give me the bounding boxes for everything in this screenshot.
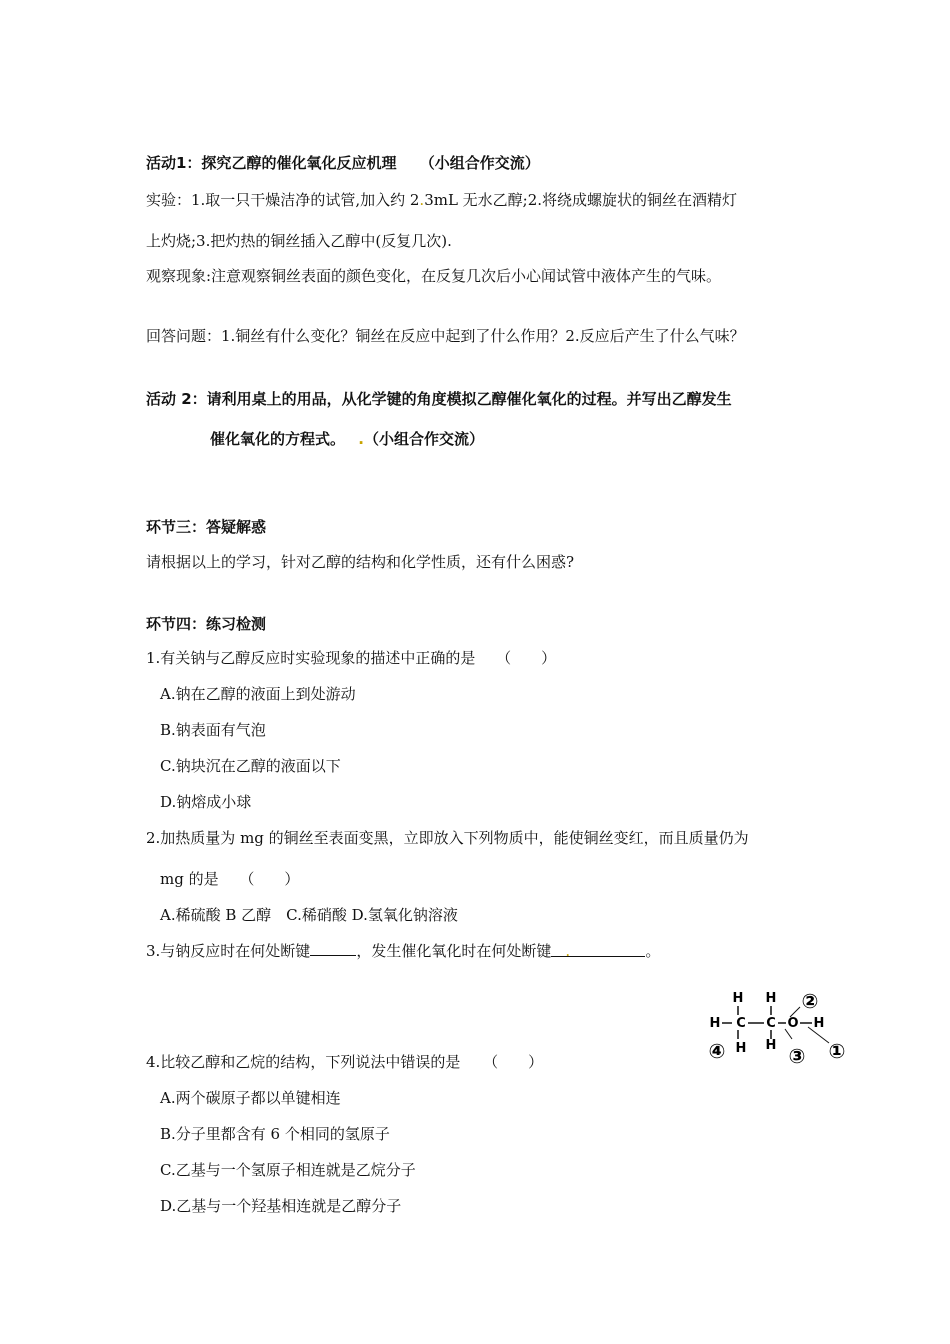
q3-blank-2[interactable] bbox=[551, 942, 645, 960]
q3-blank-1[interactable] bbox=[310, 941, 356, 956]
q2-stem-cont: mg 的是 （ ） bbox=[160, 870, 300, 888]
section3-title: 环节三：答疑解惑 bbox=[146, 518, 267, 536]
q1-option-b: B.钠表面有气泡 bbox=[160, 721, 266, 739]
activity1-questions: 回答问题：1.铜丝有什么变化？铜丝在反应中起到了什么作用？2.反应后产生了什么气味？ bbox=[146, 327, 745, 345]
q4-stem: 4.比较乙醇和乙烷的结构，下列说法中错误的是 （ ） bbox=[146, 1053, 544, 1071]
atom-h: H bbox=[732, 991, 744, 1006]
q2-options: A.稀硫酸 B 乙醇 C.稀硝酸 D.氢氧化钠溶液 bbox=[160, 906, 458, 924]
section3-prompt: 请根据以上的学习，针对乙醇的结构和化学性质，还有什么困惑? bbox=[146, 553, 575, 571]
label-1: ① bbox=[828, 1039, 846, 1063]
label-2: ② bbox=[801, 989, 819, 1013]
ink-dot: . bbox=[419, 191, 425, 209]
q4-option-d: D.乙基与一个羟基相连就是乙醇分子 bbox=[160, 1197, 402, 1215]
q1-option-a: A.钠在乙醇的液面上到处游动 bbox=[160, 685, 356, 703]
q2-stem: 2.加热质量为 mg 的铜丝至表面变黑，立即放入下列物质中，能使铜丝变红，而且质量仍为 bbox=[146, 829, 749, 847]
q1-stem: 1.有关钠与乙醇反应时实验现象的描述中正确的是 （ ） bbox=[146, 649, 557, 667]
section4-title: 环节四：练习检测 bbox=[146, 615, 267, 633]
q2-answer-paren: （ ） bbox=[239, 870, 300, 888]
activity1-experiment-cont: 上灼烧;3.把灼热的铜丝插入乙醇中(反复几次). bbox=[146, 232, 452, 250]
q1-answer-paren: （ ） bbox=[496, 649, 557, 667]
q4-option-a: A.两个碳原子都以单键相连 bbox=[160, 1089, 341, 1107]
q3-line: 3.与钠反应时在何处断键 ，发生催化氧化时在何处断键 . 。 bbox=[146, 942, 661, 960]
activity2-line2: 催化氧化的方程式。 .（小组合作交流） bbox=[210, 430, 484, 448]
q4-answer-paren: （ ） bbox=[483, 1053, 544, 1071]
atom-h: H bbox=[735, 1041, 747, 1056]
ink-dot: . bbox=[358, 430, 364, 448]
activity1-tag: （小组合作交流） bbox=[419, 154, 540, 172]
atom-h: H bbox=[765, 1038, 777, 1053]
atom-h: H bbox=[813, 1016, 825, 1031]
q4-option-c: C.乙基与一个氢原子相连就是乙烷分子 bbox=[160, 1161, 416, 1179]
q4-option-b: B.分子里都含有 6 个相同的氢原子 bbox=[160, 1125, 390, 1143]
ethanol-structure-diagram bbox=[705, 985, 855, 1075]
activity1-experiment: 实验：1.取一只干燥洁净的试管,加入约 2.3mL 无水乙醇;2.将绕成螺旋状的铜丝在酒精灯 bbox=[146, 191, 738, 209]
atom-c: C bbox=[736, 1016, 746, 1031]
activity2-line1: 活动 2：请利用桌上的用品，从化学键的角度模拟乙醇催化氧化的过程。并写出乙醇发生 bbox=[146, 390, 732, 408]
q1-option-c: C.钠块沉在乙醇的液面以下 bbox=[160, 757, 341, 775]
activity1-observe: 观察现象:注意观察铜丝表面的颜色变化，在反复几次后小心闻试管中液体产生的气味。 bbox=[146, 267, 722, 285]
activity1-title: 活动1：探究乙醇的催化氧化反应机理 bbox=[146, 154, 397, 172]
ink-dot: . bbox=[565, 942, 571, 960]
atom-h: H bbox=[765, 991, 777, 1006]
activity1-title-line bbox=[146, 152, 540, 173]
label-4: ④ bbox=[708, 1039, 726, 1063]
atom-o: O bbox=[787, 1016, 799, 1031]
atom-c: C bbox=[766, 1016, 776, 1031]
label-3: ③ bbox=[788, 1044, 806, 1068]
q1-option-d: D.钠熔成小球 bbox=[160, 793, 252, 811]
atom-h: H bbox=[709, 1016, 721, 1031]
